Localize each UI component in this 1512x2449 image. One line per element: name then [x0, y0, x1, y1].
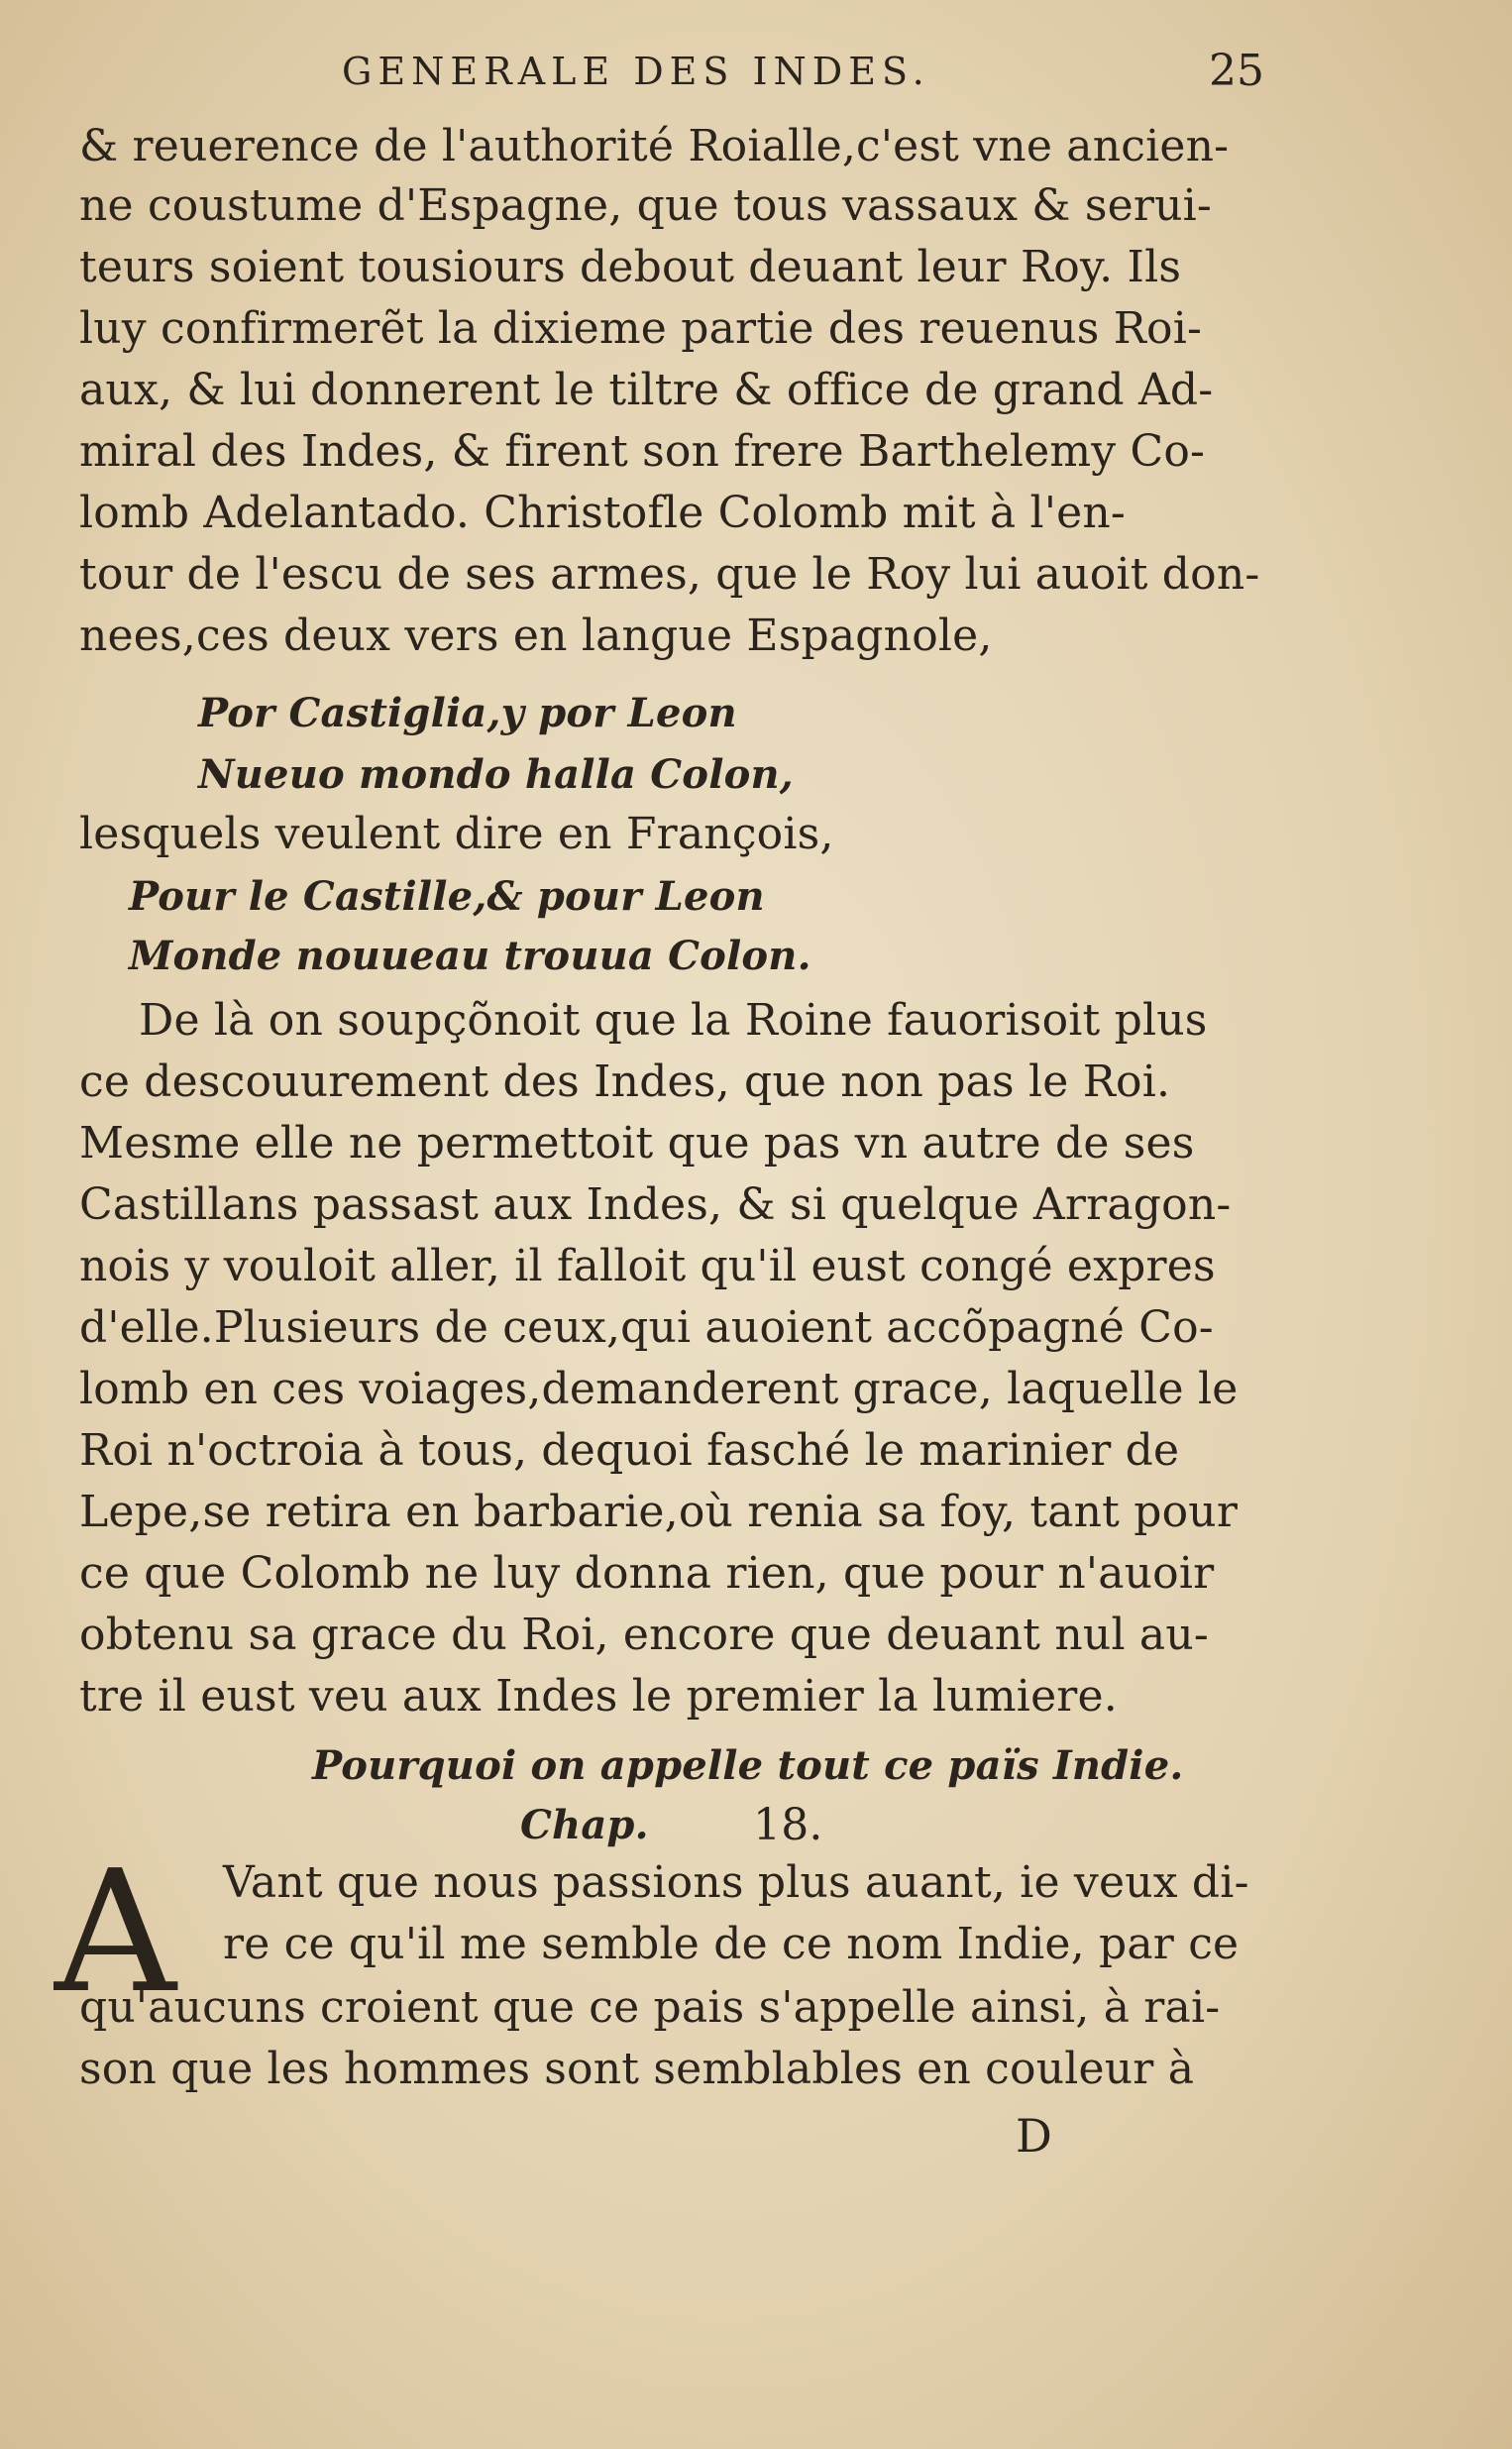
text-line: ce descouurement des Indes, que non pas le Roi. — [79, 1057, 1171, 1107]
text-line: obtenu sa grace du Roi, encore que deuant nul au- — [79, 1610, 1209, 1660]
text-line: qu'aucuns croient que ce pais s'appelle ainsi, à rai- — [79, 1982, 1221, 2033]
text-line: re ce qu'il me semble de ce nom Indie, par ce — [223, 1919, 1240, 1969]
text-line: Lepe,se retira en barbarie,où renia sa foy, tant pour — [79, 1487, 1239, 1537]
chapter-number: 18. — [753, 1800, 823, 1850]
text-line: ce que Colomb ne luy donna rien, que pour n'auoir — [79, 1548, 1215, 1599]
verse-line: Nueuo mondo halla Colon, — [198, 751, 794, 798]
text-line: Vant que nous passions plus auant, ie veux di- — [223, 1857, 1249, 1908]
text-line: d'elle.Plusieurs de ceux,qui auoient accõpagné Co- — [79, 1302, 1214, 1353]
text-line: lesquels veulent dire en François, — [79, 809, 834, 859]
text-line: De là on soupçõnoit que la Roine fauorisoit plus — [139, 995, 1208, 1046]
text-line: aux, & lui donnerent le tiltre & office de grand Ad- — [79, 365, 1214, 415]
text-line: Mesme elle ne permettoit que pas vn autre de ses — [79, 1118, 1195, 1169]
verse-line: Monde nouueau trouua Colon. — [129, 933, 811, 979]
chapter-title: Pourquoi on appelle tout ce païs Indie. — [312, 1742, 1184, 1789]
text-line: tour de l'escu de ses armes, que le Roy lui auoit don- — [79, 549, 1260, 600]
verse-line: Por Castiglia,y por Leon — [198, 690, 737, 736]
text-line: nois y vouloit aller, il falloit qu'il eust congé expres — [79, 1241, 1216, 1291]
text-line: ne coustume d'Espagne, que tous vassaux & serui- — [79, 180, 1212, 231]
text-line: luy confirmerẽt la dixieme partie des reuenus Roi- — [79, 303, 1203, 354]
text-line: nees,ces deux vers en langue Espagnole, — [79, 611, 993, 661]
text-line: lomb Adelantado. Christofle Colomb mit à l'en- — [79, 488, 1126, 538]
chapter-label: Chap. — [520, 1802, 649, 1848]
text-line: Roi n'octroia à tous, dequoi fasché le marinier de — [79, 1425, 1180, 1476]
page-number: 25 — [1209, 46, 1264, 96]
drop-cap: A — [54, 1835, 176, 2031]
verse-line: Pour le Castille,& pour Leon — [129, 873, 765, 920]
text-line: Castillans passast aux Indes, & si quelque Arragon- — [79, 1179, 1232, 1230]
text-line: teurs soient tousiours debout deuant leur Roy. Ils — [79, 242, 1182, 292]
signature-mark: D — [1016, 2109, 1052, 2163]
text-line: lomb en ces voiages,demanderent grace, laquelle le — [79, 1364, 1239, 1414]
running-title: GENERALE DES INDES. — [342, 50, 930, 93]
text-line: tre il eust veu aux Indes le premier la lumiere. — [79, 1671, 1118, 1722]
text-line: son que les hommes sont semblables en couleur à — [79, 2044, 1195, 2094]
text-line: miral des Indes, & firent son frere Barthelemy Co- — [79, 426, 1206, 477]
text-line: & reuerence de l'authorité Roialle,c'est vne ancien- — [79, 121, 1230, 171]
